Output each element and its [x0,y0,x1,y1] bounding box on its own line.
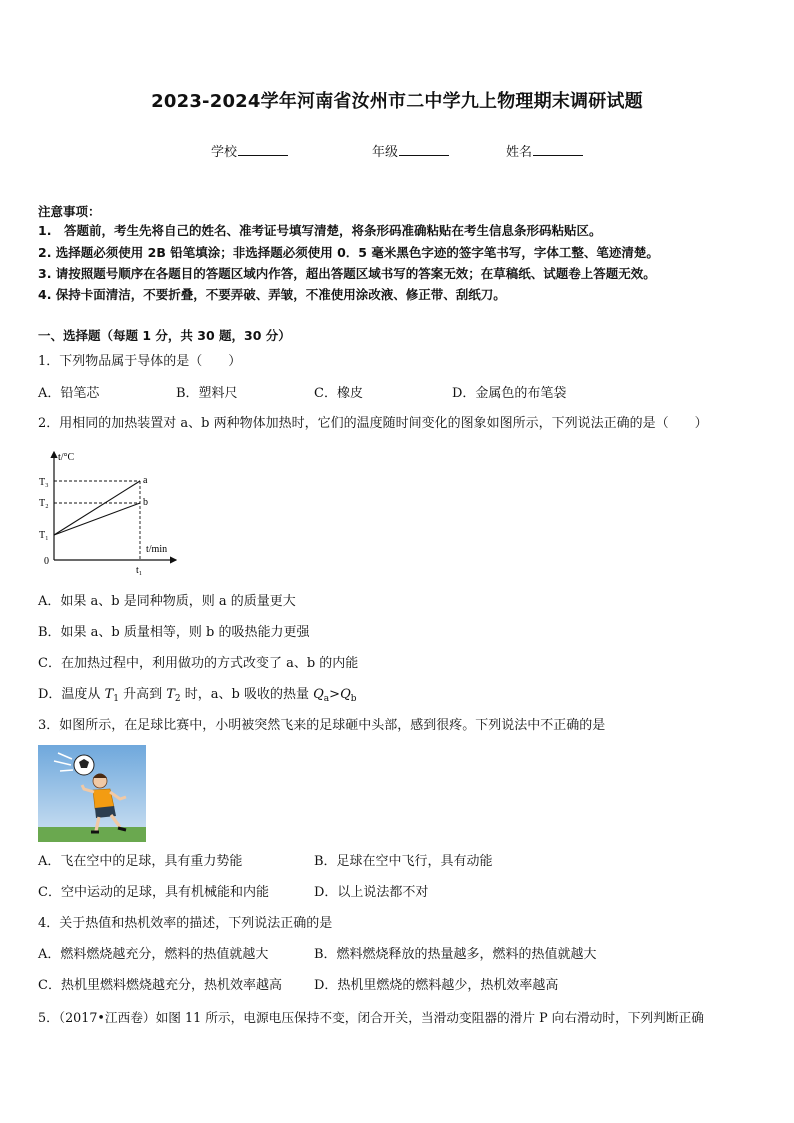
q1-option-b[interactable]: B．塑料尺 [176,386,238,401]
soccer-illustration [38,745,146,842]
q3-option-a[interactable]: A．飞在空中的足球，具有重力势能 [38,854,243,869]
notice-item-1: 1. 答题前，考生先将自己的姓名、准考证号填写清楚，将条形码准确粘贴在考生信息条形码粘贴区。 [38,223,602,238]
school-blank[interactable] [238,143,288,156]
q2-option-d[interactable] [38,687,357,707]
graph-origin: 0 [44,556,49,567]
q4-option-c[interactable]: C．热机里燃料燃烧越充分，热机效率越高 [38,978,282,993]
graph-series-b-label: b [143,497,148,508]
graph-t3-label: T₃ [39,477,49,488]
q1-option-a[interactable]: A．铅笔芯 [38,386,100,401]
graph-time-label: t₁ [136,565,143,576]
temperature-time-graph [34,448,184,578]
q1-stem: 1．下列物品属于导体的是（ ） [38,354,242,369]
q2-d-Qb: Q [340,687,351,702]
q2-d-text-1: D．温度从 [38,687,105,702]
grade-field [372,141,449,160]
graph-t2-label: T₂ [39,498,49,509]
q4-option-d[interactable]: D．热机里燃烧的燃料越少，热机效率越高 [314,978,559,993]
graph-t1-label: T₁ [39,530,49,541]
notice-item-4: 4. 保持卡面清洁，不要折叠，不要弄破、弄皱，不准使用涂改液、修正带、刮纸刀。 [38,287,506,302]
q2-d-text-3: 时，a、b 吸收的热量 [180,687,314,702]
school-field [211,141,288,160]
graph-series-a-label: a [143,475,148,486]
q4-stem: 4．关于热值和热机效率的描述，下列说法正确的是 [38,916,333,931]
q2-option-a[interactable]: A．如果 a、b 是同种物质，则 a 的质量更大 [38,594,296,609]
q1-option-d[interactable]: D．金属色的布笔袋 [452,386,567,401]
q2-option-b[interactable]: B．如果 a、b 质量相等，则 b 的吸热能力更强 [38,625,310,640]
q2-d-T1-sub: 1 [113,694,119,704]
q4-option-a[interactable]: A．燃料燃烧越充分，燃料的热值就越大 [38,947,269,962]
grade-blank[interactable] [399,143,449,156]
q3-stem: 3．如图所示，在足球比赛中，小明被突然飞来的足球砸中头部，感到很疼。下列说法中不正确的是 [38,718,606,733]
name-label: 姓名 [506,145,533,160]
q2-option-c[interactable]: C．在加热过程中，利用做功的方式改变了 a、b 的内能 [38,656,359,671]
q2-d-text-2: 升高到 [118,687,167,702]
q2-stem: 2．用相同的加热装置对 a、b 两种物体加热时，它们的温度随时间变化的图象如图所示，下列说法正确的是（ ） [38,416,708,431]
exam-title: 2023-2024学年河南省汝州市二中学九上物理期末调研试题 [151,91,643,112]
q4-option-b[interactable]: B．燃料燃烧释放的热量越多，燃料的热值就越大 [314,947,597,962]
school-label: 学校 [211,145,238,160]
notice-heading: 注意事项： [38,204,101,219]
name-field [506,141,583,160]
notice-item-3: 3. 请按照题号顺序在各题目的答题区域内作答，超出答题区域书写的答案无效；在草稿纸、试题卷上答题无效。 [38,266,656,281]
section-heading: 一、选择题（每题 1 分，共 30 题，30 分） [38,328,291,343]
q2-d-Qa: Q [313,687,324,702]
q5-stem: 5．（2017•江西卷）如图 11 所示，电源电压保持不变，闭合开关，当滑动变阻器的滑片 P 向右滑动时，下列判断正确 [38,1010,704,1025]
q2-d-T1: T [104,687,114,702]
grade-label: 年级 [372,145,399,160]
notice-item-2: 2. 选择题必须使用 2B 铅笔填涂；非选择题必须使用 0．5 毫米黑色字迹的签字笔书写，字体工整、笔迹清楚。 [38,245,659,260]
q2-d-gt: > [329,687,341,702]
graph-x-label: t/min [146,544,168,555]
q1-option-c[interactable]: C．橡皮 [314,386,363,401]
graph-y-label: t/°C [58,452,75,463]
q3-option-c[interactable]: C．空中运动的足球，具有机械能和内能 [38,885,269,900]
q2-d-T2-sub: 2 [174,694,181,704]
q2-d-T2: T [166,687,175,702]
name-blank[interactable] [533,143,583,156]
q3-option-b[interactable]: B．足球在空中飞行，具有动能 [314,854,493,869]
q2-d-Qb-sub: b [350,694,357,704]
q3-option-d[interactable]: D．以上说法都不对 [314,885,429,900]
q2-d-Qa-sub: a [323,694,330,704]
